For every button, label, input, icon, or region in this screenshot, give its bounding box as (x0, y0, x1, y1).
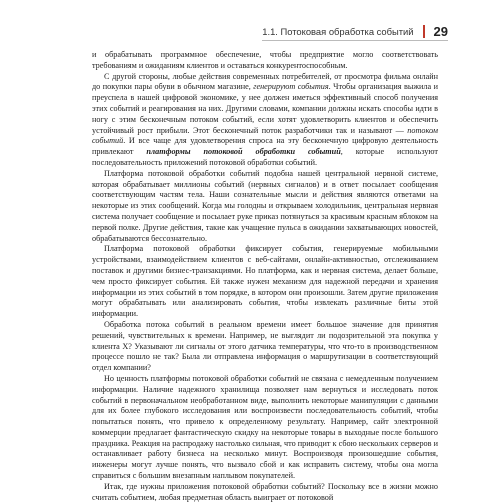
running-header (262, 24, 448, 38)
paragraph (92, 374, 438, 482)
text-run: Но ценность платформы потоковой обработки событий не связана с немедленным получением информации. Наличие надежного хранилища позволяет нам вернуться и исследовать поток событий в первоначальном необработанном виде, выполнить некоторые манипуляции с данными для их более глубокого исследования или воспроизвести последовательность событий, чтобы попытаться понять, что привело к определенному результату. Например, сайт электронной коммерции предлагает фантастическую скидку на некоторые товары в выходные после большого праздника. Реакция на распродажу настолько сильная, что приводит к сбою нескольких серверов и останавливает работу бизнеса на несколько минут. Воспроизводя произошедшие события, инженеры могут лучше понять, что вызвало сбой и как исправить систему, чтобы она могла справиться с большим внезапным наплывом покупателей. (92, 373, 438, 481)
paragraph (92, 169, 438, 245)
text-run: Платформа потоковой обработки фиксирует события, генерируемые мобильными устройствами, взаимодействием клиентов с веб-сайтами, онлайн-активностью, отслеживанием поставок и другими бизнес-транзакциями. Но платформа, как и нервная система, делает больше, чем просто фиксирует события. Ей также нужен механизм для надежной передачи и хранения информации из этих событий в том порядке, в котором они произошли. Затем другие приложения могут обрабатывать или анализировать события, чтобы извлекать различные биты этой информации. (92, 244, 438, 319)
paragraph (92, 244, 438, 320)
emphasized-term: платформы потоковой обработки событий (146, 147, 341, 157)
section-title: 1.1. Потоковая обработка событий (262, 25, 414, 37)
paragraph (92, 72, 438, 169)
text-run: и обрабатывать программное обеспечение, чтобы предприятие могло соответствовать требованиям и ожиданиям клиентов и оставаться конкурентоспособным. (92, 50, 438, 70)
page-number: 29 (433, 23, 448, 39)
paragraph (92, 50, 438, 72)
body-text (92, 50, 438, 503)
text-run: С другой стороны, любые действия современных потребителей, от просмотра фильма онлайн до покупки пары обуви в обычном магазине, (92, 71, 438, 92)
emphasized-term: генерируют события (253, 82, 329, 92)
text-run: . И все чаще для удовлетворения спроса на эту бесконечную цифровую деятельность привлекают (92, 136, 438, 157)
text-run: Итак, где нужны приложения потоковой обработки событий? Поскольку все в жизни можно считать событием, любая предметная область выиграет от потоковой (92, 481, 438, 502)
header-rule (262, 40, 448, 41)
text-run: , которые используют последовательность приложений потоковой обработки событий. (92, 147, 438, 167)
text-run: Платформа потоковой обработки событий подобна нашей центральной нервной системе, которая обрабатывает миллионы событий (нервных сигналов) и в ответ посылает сообщения соответствующим частям тела. Наши сознательные мысли и действия являются ответами на некоторые из этих сообщений. Когда мы голодны и открываем холодильник, центральная нервная система получает сообщение и посылает руке приказ потянуться за красивым красным яблоком на первой полке. Другие действия, такие как учащение пульса в ожидании захватывающих новостей, обрабатываются бессознательно. (92, 168, 438, 243)
header-divider-bar (423, 25, 425, 38)
text-run: . Чтобы организация выжила и преуспела в нашей цифровой экономике, у нее должен иметься эффективный способ получения этих событий и реагирования на них. Другими словами, компании должны искать способы идти в ногу с этим бесконечным потоком событий, если хотят удовлетворить клиентов и обеспечить устойчивый рост прибыли. Этот бесконечный поток разработчики так и называют — (92, 82, 438, 135)
text-run: Обработка потока событий в реальном времени имеет большое значение для принятия решений, чувствительных к времени. Например, не выглядит ли подозрительной эта покупка у клиента X? Указывают ли сигналы от этого датчика температуры, что что-то в производственном процессе пошло не так? Была ли отправлена информация о маршрутизации в соответствующий отдел компании? (92, 319, 438, 373)
emphasized-term: потоком событий (92, 125, 438, 146)
paragraph (92, 320, 438, 374)
